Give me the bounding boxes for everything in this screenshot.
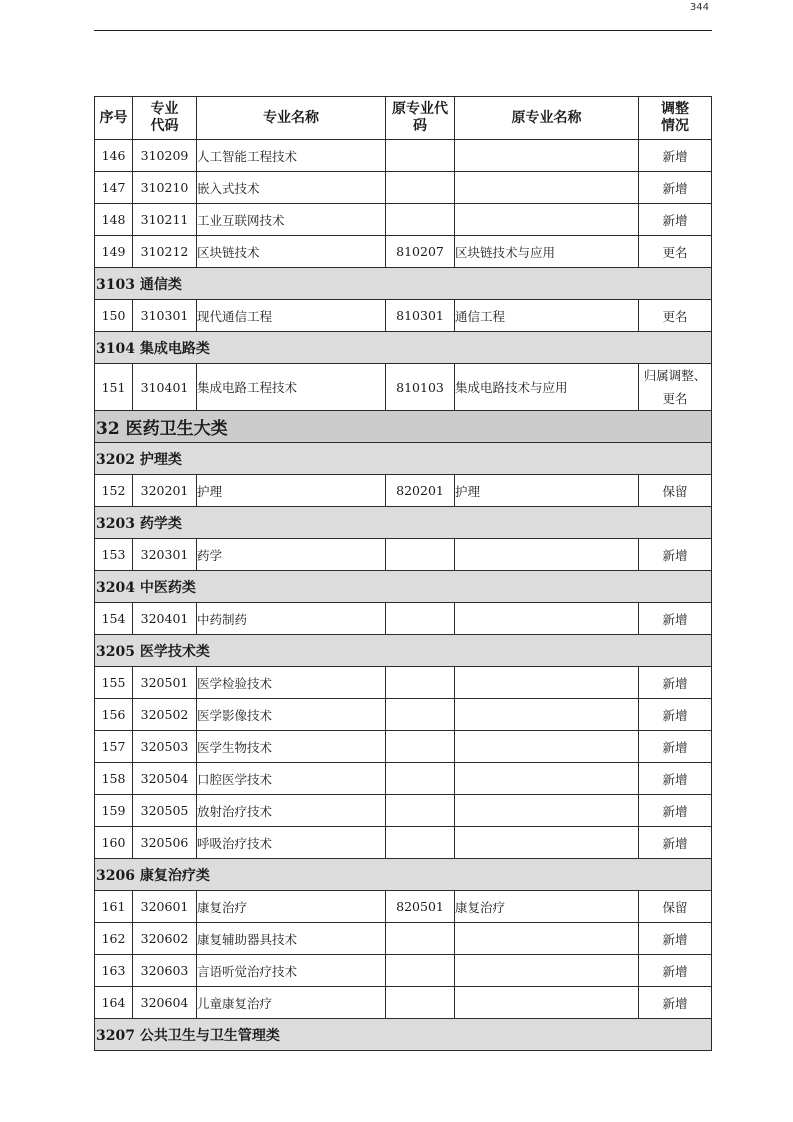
cell-name: 放射治疗技术 — [197, 795, 386, 827]
cell-adjust: 新增 — [639, 603, 712, 635]
cell-old-code — [386, 172, 455, 204]
cell-old-name: 康复治疗 — [455, 891, 639, 923]
heading-code: 32 — [96, 419, 120, 439]
cell-old-name — [455, 140, 639, 172]
cell-old-name: 集成电路技术与应用 — [455, 364, 639, 411]
cell-code: 320502 — [133, 699, 197, 731]
cell-adjust: 新增 — [639, 731, 712, 763]
header-code: 专业代码 — [133, 97, 197, 140]
cell-old-code — [386, 140, 455, 172]
cell-code: 320506 — [133, 827, 197, 859]
subcategory-row — [95, 443, 712, 475]
cell-seq: 159 — [95, 795, 133, 827]
cell-name: 人工智能工程技术 — [197, 140, 386, 172]
cell-name: 中药制药 — [197, 603, 386, 635]
majors-table — [94, 96, 712, 1051]
subcategory-heading — [95, 859, 712, 891]
header-seq: 序号 — [95, 97, 133, 140]
cell-name: 言语听觉治疗技术 — [197, 955, 386, 987]
table-row — [95, 539, 712, 571]
cell-adjust: 新增 — [639, 699, 712, 731]
cell-code: 310301 — [133, 300, 197, 332]
cell-seq: 156 — [95, 699, 133, 731]
cell-old-code — [386, 204, 455, 236]
cell-seq: 152 — [95, 475, 133, 507]
cell-adjust: 新增 — [639, 987, 712, 1019]
subcategory-heading — [95, 507, 712, 539]
cell-name: 呼吸治疗技术 — [197, 827, 386, 859]
heading-code: 3202 — [96, 451, 135, 468]
table-row — [95, 923, 712, 955]
cell-old-name — [455, 827, 639, 859]
header-old-name: 原专业名称 — [455, 97, 639, 140]
cell-old-code: 810103 — [386, 364, 455, 411]
cell-old-code — [386, 987, 455, 1019]
cell-name: 康复辅助器具技术 — [197, 923, 386, 955]
table-row — [95, 763, 712, 795]
cell-adjust: 更名 — [639, 236, 712, 268]
table-row — [95, 300, 712, 332]
cell-seq: 157 — [95, 731, 133, 763]
cell-code: 320604 — [133, 987, 197, 1019]
table-row — [95, 204, 712, 236]
heading-label: 药学类 — [139, 515, 182, 532]
cell-old-name: 区块链技术与应用 — [455, 236, 639, 268]
cell-adjust: 归属调整、更名 — [639, 364, 712, 411]
heading-label: 康复治疗类 — [139, 867, 210, 884]
cell-old-code: 820501 — [386, 891, 455, 923]
heading-label: 集成电路类 — [139, 340, 210, 357]
subcategory-row — [95, 859, 712, 891]
table-row — [95, 236, 712, 268]
cell-adjust: 新增 — [639, 955, 712, 987]
heading-code: 3203 — [96, 515, 135, 532]
cell-old-name — [455, 731, 639, 763]
cell-old-name — [455, 667, 639, 699]
cell-old-code — [386, 795, 455, 827]
cell-adjust: 新增 — [639, 172, 712, 204]
heading-code: 3204 — [96, 579, 135, 596]
table-row — [95, 603, 712, 635]
cell-name: 现代通信工程 — [197, 300, 386, 332]
cell-old-name — [455, 763, 639, 795]
table-row — [95, 731, 712, 763]
cell-code: 310211 — [133, 204, 197, 236]
cell-code: 320602 — [133, 923, 197, 955]
cell-code: 310210 — [133, 172, 197, 204]
cell-code: 320201 — [133, 475, 197, 507]
cell-code: 310212 — [133, 236, 197, 268]
cell-old-code — [386, 667, 455, 699]
cell-old-name — [455, 539, 639, 571]
cell-old-name — [455, 603, 639, 635]
cell-old-name — [455, 987, 639, 1019]
header-rule — [94, 30, 712, 31]
cell-seq: 164 — [95, 987, 133, 1019]
cell-adjust: 新增 — [639, 923, 712, 955]
table-body — [95, 140, 712, 1051]
subcategory-heading — [95, 443, 712, 475]
cell-code: 320505 — [133, 795, 197, 827]
cell-old-name: 护理 — [455, 475, 639, 507]
cell-name: 区块链技术 — [197, 236, 386, 268]
cell-name: 医学检验技术 — [197, 667, 386, 699]
cell-old-code — [386, 539, 455, 571]
table-row — [95, 140, 712, 172]
subcategory-row — [95, 635, 712, 667]
heading-label: 通信类 — [139, 276, 182, 293]
cell-seq: 161 — [95, 891, 133, 923]
cell-adjust: 新增 — [639, 795, 712, 827]
subcategory-heading — [95, 268, 712, 300]
table-row — [95, 827, 712, 859]
cell-old-code — [386, 827, 455, 859]
cell-name: 集成电路工程技术 — [197, 364, 386, 411]
cell-adjust: 保留 — [639, 475, 712, 507]
cell-code: 320601 — [133, 891, 197, 923]
heading-label: 护理类 — [139, 451, 182, 468]
cell-adjust: 新增 — [639, 827, 712, 859]
page-number: 344 — [689, 2, 709, 13]
cell-code: 320501 — [133, 667, 197, 699]
cell-code: 320503 — [133, 731, 197, 763]
subcategory-row — [95, 571, 712, 603]
cell-old-code: 810207 — [386, 236, 455, 268]
table-row — [95, 699, 712, 731]
cell-seq: 147 — [95, 172, 133, 204]
cell-name: 医学生物技术 — [197, 731, 386, 763]
cell-old-code — [386, 699, 455, 731]
subcategory-heading — [95, 1019, 712, 1051]
heading-label: 中医药类 — [139, 579, 196, 596]
table-row — [95, 364, 712, 411]
heading-label: 医学技术类 — [139, 643, 210, 660]
cell-name: 药学 — [197, 539, 386, 571]
cell-old-code: 820201 — [386, 475, 455, 507]
cell-code: 320603 — [133, 955, 197, 987]
header-old-code: 原专业代码 — [386, 97, 455, 140]
cell-adjust: 保留 — [639, 891, 712, 923]
cell-old-name — [455, 172, 639, 204]
subcategory-row — [95, 268, 712, 300]
cell-old-code — [386, 955, 455, 987]
cell-seq: 154 — [95, 603, 133, 635]
cell-old-name — [455, 923, 639, 955]
table-row — [95, 891, 712, 923]
header-adjust: 调整情况 — [639, 97, 712, 140]
cell-code: 320301 — [133, 539, 197, 571]
cell-old-name — [455, 955, 639, 987]
cell-name: 医学影像技术 — [197, 699, 386, 731]
cell-old-code — [386, 763, 455, 795]
cell-old-name — [455, 795, 639, 827]
table-row — [95, 795, 712, 827]
category-row — [95, 411, 712, 443]
heading-code: 3205 — [96, 643, 135, 660]
cell-name: 儿童康复治疗 — [197, 987, 386, 1019]
cell-adjust: 新增 — [639, 140, 712, 172]
cell-old-code — [386, 603, 455, 635]
header-name: 专业名称 — [197, 97, 386, 140]
cell-code: 310401 — [133, 364, 197, 411]
cell-old-code — [386, 923, 455, 955]
subcategory-heading — [95, 332, 712, 364]
subcategory-heading — [95, 635, 712, 667]
cell-code: 320401 — [133, 603, 197, 635]
cell-name: 嵌入式技术 — [197, 172, 386, 204]
cell-name: 工业互联网技术 — [197, 204, 386, 236]
subcategory-row — [95, 1019, 712, 1051]
cell-seq: 149 — [95, 236, 133, 268]
cell-adjust: 更名 — [639, 300, 712, 332]
table-row — [95, 987, 712, 1019]
heading-label: 医药卫生大类 — [125, 419, 228, 439]
table-header-row — [95, 97, 712, 140]
cell-seq: 162 — [95, 923, 133, 955]
cell-seq: 146 — [95, 140, 133, 172]
cell-name: 康复治疗 — [197, 891, 386, 923]
cell-name: 护理 — [197, 475, 386, 507]
subcategory-row — [95, 507, 712, 539]
category-heading — [95, 411, 712, 443]
cell-old-code: 810301 — [386, 300, 455, 332]
subcategory-row — [95, 332, 712, 364]
cell-code: 310209 — [133, 140, 197, 172]
heading-code: 3207 — [96, 1027, 135, 1044]
cell-adjust: 新增 — [639, 763, 712, 795]
cell-seq: 158 — [95, 763, 133, 795]
cell-old-name: 通信工程 — [455, 300, 639, 332]
heading-label: 公共卫生与卫生管理类 — [139, 1027, 280, 1044]
cell-name: 口腔医学技术 — [197, 763, 386, 795]
heading-code: 3103 — [96, 276, 135, 293]
cell-adjust: 新增 — [639, 204, 712, 236]
cell-seq: 163 — [95, 955, 133, 987]
cell-adjust: 新增 — [639, 667, 712, 699]
table-row — [95, 667, 712, 699]
cell-code: 320504 — [133, 763, 197, 795]
cell-adjust: 新增 — [639, 539, 712, 571]
table-row — [95, 955, 712, 987]
cell-old-name — [455, 204, 639, 236]
cell-old-name — [455, 699, 639, 731]
cell-seq: 148 — [95, 204, 133, 236]
table-row — [95, 172, 712, 204]
cell-old-code — [386, 731, 455, 763]
table-row — [95, 475, 712, 507]
subcategory-heading — [95, 571, 712, 603]
cell-seq: 155 — [95, 667, 133, 699]
cell-seq: 160 — [95, 827, 133, 859]
heading-code: 3104 — [96, 340, 135, 357]
cell-seq: 150 — [95, 300, 133, 332]
cell-seq: 153 — [95, 539, 133, 571]
cell-seq: 151 — [95, 364, 133, 411]
heading-code: 3206 — [96, 867, 135, 884]
